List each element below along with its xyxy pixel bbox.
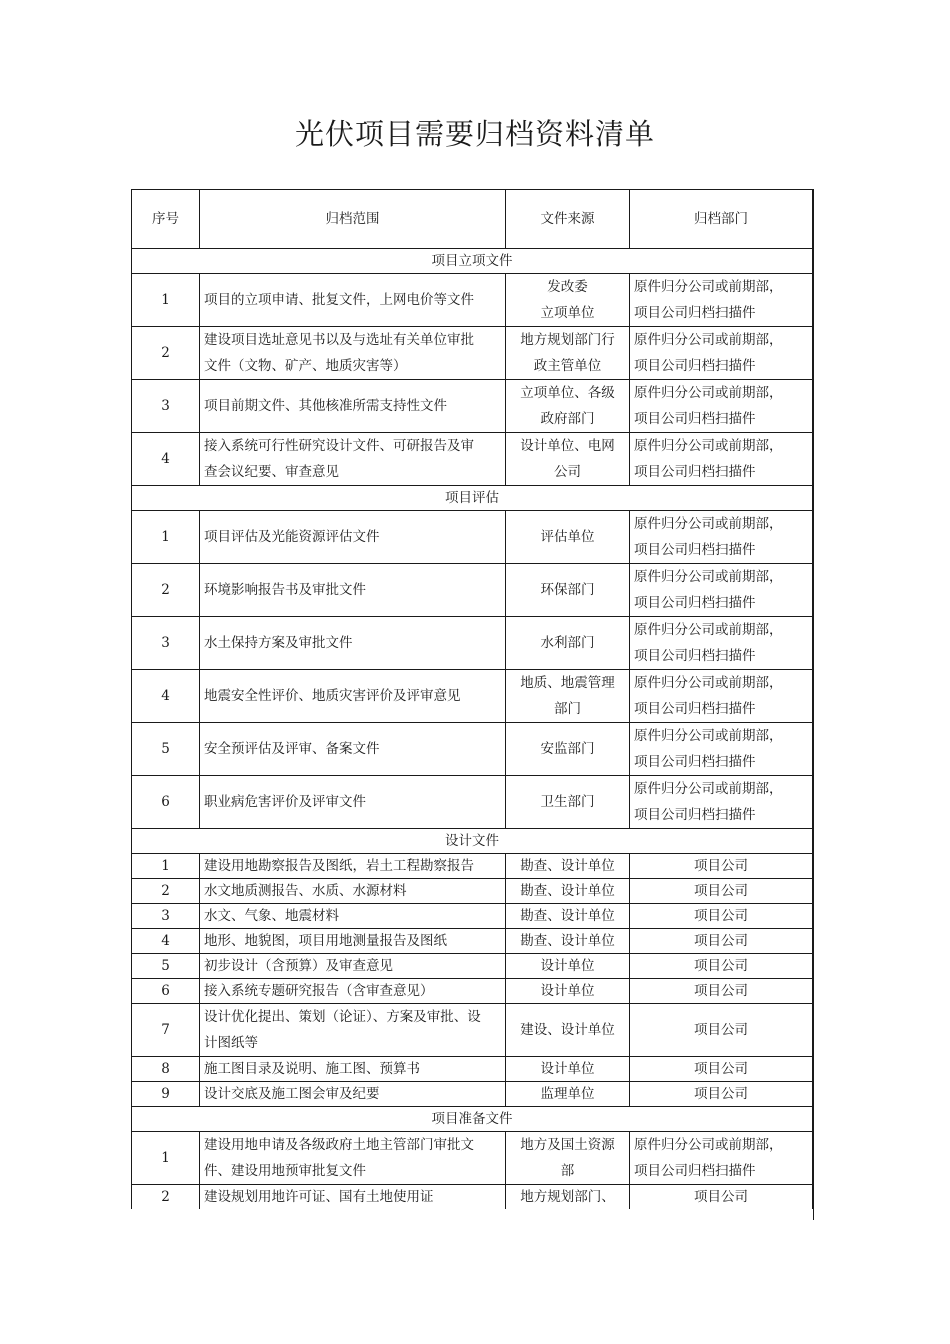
- table-row: [132, 1004, 813, 1057]
- row-number: 8: [132, 1057, 200, 1082]
- dept-cell-line: 项目公司归档扫描件: [634, 542, 756, 558]
- source-cell-line: 地方及国土资源: [520, 1137, 615, 1153]
- table-row: [132, 433, 813, 486]
- section-title: 项目评估: [132, 486, 813, 511]
- table-row: [132, 723, 813, 776]
- source-cell-line: 勘查、设计单位: [520, 883, 615, 899]
- scope-cell-line: 接入系统专题研究报告（含审查意见）: [204, 983, 434, 999]
- scope-cell-line: 建设项目选址意见书以及与选址有关单位审批: [204, 332, 474, 348]
- table-row: [132, 274, 813, 327]
- table-row: [132, 511, 813, 564]
- dept-cell: [630, 1185, 813, 1210]
- table-row: [132, 979, 813, 1004]
- dept-cell-line: 项目公司归档扫描件: [634, 807, 756, 823]
- dept-cell-line: 项目公司: [694, 1189, 748, 1205]
- scope-cell-line: 初步设计（含预算）及审查意见: [204, 958, 393, 974]
- row-number: 1: [132, 1132, 200, 1185]
- scope-cell-line: 地震安全性评价、地质灾害评价及评审意见: [204, 688, 461, 704]
- row-number: 3: [132, 617, 200, 670]
- source-cell-line: 监理单位: [540, 1086, 595, 1102]
- dept-cell: [630, 274, 813, 327]
- scope-cell: [200, 1057, 506, 1082]
- source-cell-line: 政主管单位: [533, 358, 602, 374]
- source-cell-line: 建设、设计单位: [520, 1022, 615, 1038]
- source-cell-line: 勘查、设计单位: [520, 908, 615, 924]
- row-number: 6: [132, 776, 200, 829]
- source-cell: [506, 954, 630, 979]
- dept-cell-line: 项目公司归档扫描件: [634, 701, 756, 717]
- table-row: [132, 1132, 813, 1185]
- source-cell: [506, 1057, 630, 1082]
- dept-cell: [630, 776, 813, 829]
- dept-cell-line: 原件归分公司或前期部，: [634, 675, 783, 691]
- scope-cell: [200, 723, 506, 776]
- source-cell: [506, 723, 630, 776]
- dept-cell-line: 原件归分公司或前期部，: [634, 1137, 783, 1153]
- archive-table: [131, 189, 813, 1209]
- source-cell-line: 评估单位: [540, 529, 595, 545]
- source-cell-line: 部门: [554, 701, 581, 717]
- scope-cell: [200, 904, 506, 929]
- section-row: [132, 486, 813, 511]
- table-row: [132, 1082, 813, 1107]
- dept-cell: [630, 564, 813, 617]
- source-cell: [506, 511, 630, 564]
- table-row: [132, 670, 813, 723]
- source-cell: [506, 929, 630, 954]
- scope-cell: [200, 617, 506, 670]
- source-cell-line: 勘查、设计单位: [520, 858, 615, 874]
- scope-cell-line: 安全预评估及评审、备案文件: [204, 741, 380, 757]
- scope-cell-line: 查会议纪要、审查意见: [204, 464, 339, 480]
- dept-cell-line: 项目公司归档扫描件: [634, 595, 756, 611]
- dept-cell: [630, 511, 813, 564]
- source-cell: [506, 617, 630, 670]
- section-row: [132, 249, 813, 274]
- scope-cell-line: 件、建设用地预审批复文件: [204, 1163, 366, 1179]
- dept-cell: [630, 904, 813, 929]
- dept-cell: [630, 954, 813, 979]
- dept-cell: [630, 327, 813, 380]
- source-cell-line: 立项单位、各级: [520, 385, 615, 401]
- row-number: 6: [132, 979, 200, 1004]
- dept-cell: [630, 617, 813, 670]
- document-title: 光伏项目需要归档资料清单: [294, 117, 655, 151]
- source-cell: [506, 1082, 630, 1107]
- dept-cell: [630, 380, 813, 433]
- scope-cell-line: 水土保持方案及审批文件: [204, 635, 353, 651]
- section-row: [132, 829, 813, 854]
- table-row: [132, 617, 813, 670]
- source-cell: [506, 670, 630, 723]
- source-cell: [506, 1132, 630, 1185]
- table-row: [132, 380, 813, 433]
- scope-cell-line: 水文、气象、地震材料: [204, 908, 339, 924]
- table-row: [132, 879, 813, 904]
- dept-cell-line: 项目公司: [694, 1061, 748, 1077]
- source-cell-line: 地方规划部门行: [520, 332, 615, 348]
- source-cell: [506, 327, 630, 380]
- scope-cell: [200, 670, 506, 723]
- scope-cell: [200, 979, 506, 1004]
- header-no: 序号: [132, 190, 200, 249]
- scope-cell: [200, 564, 506, 617]
- scope-cell-line: 施工图目录及说明、施工图、预算书: [204, 1061, 420, 1077]
- dept-cell-line: 项目公司: [694, 1086, 748, 1102]
- dept-cell: [630, 670, 813, 723]
- dept-cell: [630, 879, 813, 904]
- table-row: [132, 327, 813, 380]
- source-cell-line: 勘查、设计单位: [520, 933, 615, 949]
- table-row: [132, 854, 813, 879]
- scope-cell: [200, 1185, 506, 1210]
- source-cell-line: 立项单位: [540, 305, 595, 321]
- dept-cell-line: 原件归分公司或前期部，: [634, 385, 783, 401]
- scope-cell-line: 水文地质测报告、水质、水源材料: [204, 883, 407, 899]
- row-number: 4: [132, 670, 200, 723]
- scope-cell: [200, 929, 506, 954]
- source-cell-line: 地方规划部门、: [520, 1189, 615, 1205]
- row-number: 9: [132, 1082, 200, 1107]
- row-number: 4: [132, 929, 200, 954]
- scope-cell-line: 设计交底及施工图会审及纪要: [204, 1086, 380, 1102]
- dept-cell-line: 原件归分公司或前期部，: [634, 332, 783, 348]
- table-row: [132, 929, 813, 954]
- table-row: [132, 776, 813, 829]
- source-cell-line: 卫生部门: [540, 794, 595, 810]
- scope-cell-line: 地形、地貌图，项目用地测量报告及图纸: [204, 933, 447, 949]
- scope-cell: [200, 879, 506, 904]
- dept-cell-line: 项目公司: [694, 983, 748, 999]
- scope-cell: [200, 380, 506, 433]
- source-cell-line: 水利部门: [540, 635, 595, 651]
- scope-cell-line: 职业病危害评价及评审文件: [204, 794, 366, 810]
- source-cell: [506, 274, 630, 327]
- dept-cell-line: 项目公司归档扫描件: [634, 464, 756, 480]
- dept-cell: [630, 433, 813, 486]
- source-cell: [506, 904, 630, 929]
- row-number: 4: [132, 433, 200, 486]
- source-cell: [506, 854, 630, 879]
- dept-cell: [630, 979, 813, 1004]
- header-dept: 归档部门: [630, 190, 813, 249]
- source-cell: [506, 433, 630, 486]
- row-number: 2: [132, 327, 200, 380]
- source-cell-line: 安监部门: [540, 741, 595, 757]
- source-cell-line: 设计单位: [540, 1061, 595, 1077]
- dept-cell-line: 项目公司归档扫描件: [634, 648, 756, 664]
- table-row: [132, 1185, 813, 1210]
- table-row: [132, 1057, 813, 1082]
- source-cell-line: 政府部门: [540, 411, 595, 427]
- source-cell-line: 设计单位、电网: [520, 438, 615, 454]
- scope-cell: [200, 274, 506, 327]
- row-number: 1: [132, 854, 200, 879]
- row-number: 3: [132, 904, 200, 929]
- dept-cell: [630, 1004, 813, 1057]
- row-number: 7: [132, 1004, 200, 1057]
- source-cell: [506, 380, 630, 433]
- dept-cell-line: 项目公司: [694, 958, 748, 974]
- dept-cell: [630, 854, 813, 879]
- scope-cell: [200, 327, 506, 380]
- dept-cell-line: 原件归分公司或前期部，: [634, 622, 783, 638]
- scope-cell-line: 环境影响报告书及审批文件: [204, 582, 366, 598]
- scope-cell-line: 建设规划用地许可证、国有土地使用证: [204, 1189, 434, 1205]
- scope-cell-line: 项目的立项申请、批复文件，上网电价等文件: [204, 292, 474, 308]
- source-cell-line: 发改委: [547, 279, 588, 295]
- section-row: [132, 1107, 813, 1132]
- scope-cell-line: 接入系统可行性研究设计文件、可研报告及审: [204, 438, 474, 454]
- source-cell-line: 设计单位: [540, 958, 595, 974]
- section-title: 设计文件: [132, 829, 813, 854]
- scope-cell: [200, 433, 506, 486]
- dept-cell-line: 原件归分公司或前期部，: [634, 781, 783, 797]
- row-number: 2: [132, 564, 200, 617]
- scope-cell: [200, 854, 506, 879]
- dept-cell: [630, 1082, 813, 1107]
- source-cell-line: 公司: [554, 464, 581, 480]
- dept-cell-line: 项目公司归档扫描件: [634, 1163, 756, 1179]
- source-cell: [506, 1185, 630, 1210]
- scope-cell: [200, 1132, 506, 1185]
- table-row: [132, 904, 813, 929]
- table-row: [132, 954, 813, 979]
- scope-cell: [200, 511, 506, 564]
- dept-cell-line: 项目公司: [694, 933, 748, 949]
- scope-cell: [200, 1082, 506, 1107]
- scope-cell-line: 建设用地勘察报告及图纸，岩土工程勘察报告: [204, 858, 474, 874]
- scope-cell-line: 建设用地申请及各级政府土地主管部门审批文: [204, 1137, 474, 1153]
- row-number: 2: [132, 1185, 200, 1210]
- dept-cell-line: 原件归分公司或前期部，: [634, 279, 783, 295]
- scope-cell: [200, 776, 506, 829]
- section-title: 项目准备文件: [132, 1107, 813, 1132]
- dept-cell-line: 原件归分公司或前期部，: [634, 438, 783, 454]
- scope-cell-line: 项目评估及光能资源评估文件: [204, 529, 380, 545]
- scope-cell: [200, 1004, 506, 1057]
- dept-cell-line: 原件归分公司或前期部，: [634, 516, 783, 532]
- source-cell: [506, 1004, 630, 1057]
- table-row: [132, 564, 813, 617]
- dept-cell-line: 项目公司归档扫描件: [634, 305, 756, 321]
- row-number: 5: [132, 723, 200, 776]
- row-number: 2: [132, 879, 200, 904]
- dept-cell: [630, 1132, 813, 1185]
- scope-cell: [200, 954, 506, 979]
- row-number: 1: [132, 511, 200, 564]
- row-number: 3: [132, 380, 200, 433]
- dept-cell-line: 项目公司: [694, 858, 748, 874]
- source-cell: [506, 776, 630, 829]
- source-cell: [506, 564, 630, 617]
- dept-cell-line: 项目公司归档扫描件: [634, 358, 756, 374]
- source-cell: [506, 879, 630, 904]
- row-number: 5: [132, 954, 200, 979]
- dept-cell-line: 项目公司: [694, 908, 748, 924]
- dept-cell: [630, 929, 813, 954]
- scope-cell-line: 计图纸等: [204, 1035, 258, 1051]
- dept-cell-line: 原件归分公司或前期部，: [634, 569, 783, 585]
- source-cell-line: 设计单位: [540, 983, 595, 999]
- dept-cell-line: 项目公司: [694, 1022, 748, 1038]
- source-cell-line: 环保部门: [540, 582, 595, 598]
- source-cell-line: 地质、地震管理: [520, 675, 615, 691]
- scope-cell-line: 项目前期文件、其他核准所需支持性文件: [204, 398, 447, 414]
- dept-cell-line: 项目公司归档扫描件: [634, 754, 756, 770]
- header-source: 文件来源: [506, 190, 630, 249]
- header-scope: 归档范围: [200, 190, 506, 249]
- table-right-edge: [813, 189, 814, 1220]
- table-header-row: [132, 190, 813, 249]
- scope-cell-line: 设计优化提出、策划（论证）、方案及审批、设: [204, 1009, 481, 1025]
- dept-cell-line: 项目公司归档扫描件: [634, 411, 756, 427]
- source-cell: [506, 979, 630, 1004]
- row-number: 1: [132, 274, 200, 327]
- section-title: 项目立项文件: [132, 249, 813, 274]
- dept-cell: [630, 1057, 813, 1082]
- dept-cell: [630, 723, 813, 776]
- source-cell-line: 部: [560, 1163, 575, 1179]
- scope-cell-line: 文件（文物、矿产、地质灾害等）: [204, 358, 407, 374]
- dept-cell-line: 项目公司: [694, 883, 748, 899]
- dept-cell-line: 原件归分公司或前期部，: [634, 728, 783, 744]
